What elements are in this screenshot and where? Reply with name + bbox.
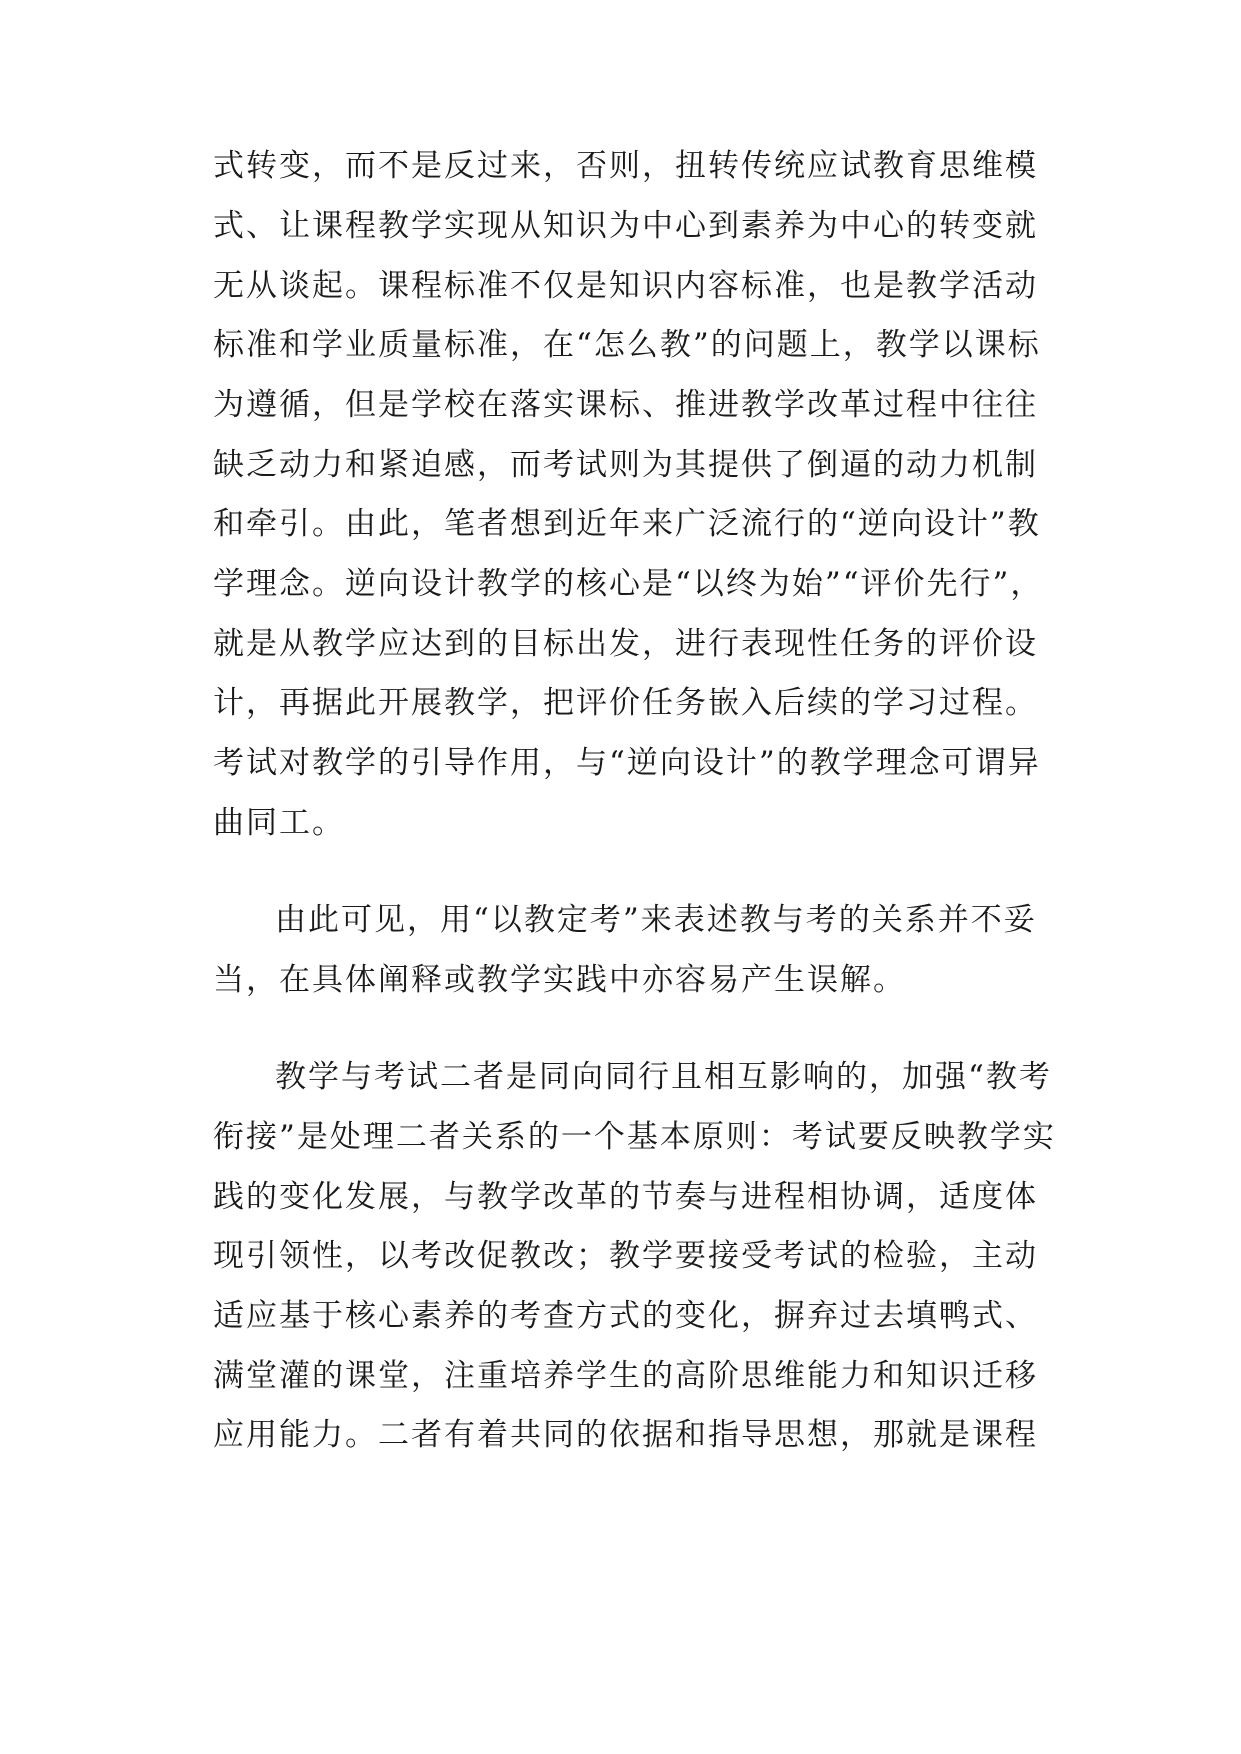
paragraph-3-line-1: 教学与考试二者是同向同行且相互影响的，加强“教考 xyxy=(275,1059,1052,1095)
paragraph-1-line-1: 式转变，而不是反过来，否则，扭转传统应试教育思维模 xyxy=(213,148,1038,184)
paragraph-2-line-1: 由此可见，用“以教定考”来表述教与考的关系并不妥 xyxy=(275,902,1037,938)
paragraph-1-line-9: 就是从教学应达到的目标出发，进行表现性任务的评价设 xyxy=(213,626,1038,662)
paragraph-3-line-3: 践的变化发展，与教学改革的节奏与进程相协调，适度体 xyxy=(213,1179,1038,1215)
paragraph-2-line-2: 当，在具体阐释或教学实践中亦容易产生误解。 xyxy=(213,962,906,998)
paragraph-1-line-7: 和牵引。由此，笔者想到近年来广泛流行的“逆向设计”教 xyxy=(213,506,1041,542)
paragraph-3-line-5: 适应基于核心素养的考查方式的变化，摒弃过去填鸭式、 xyxy=(213,1298,1038,1334)
paragraph-1-line-11: 考试对教学的引导作用，与“逆向设计”的教学理念可谓异 xyxy=(213,745,1041,781)
paragraph-3-line-2: 衔接”是处理二者关系的一个基本原则：考试要反映教学实 xyxy=(213,1119,1056,1155)
paragraph-1-line-4: 标准和学业质量标准，在“怎么教”的问题上，教学以课标 xyxy=(213,327,1041,363)
paragraph-1-line-3: 无从谈起。课程标准不仅是知识内容标准，也是教学活动 xyxy=(213,268,1038,304)
paragraph-1-line-2: 式、让课程教学实现从知识为中心到素养为中心的转变就 xyxy=(213,208,1038,244)
paragraph-3-line-7: 应用能力。二者有着共同的依据和指导思想，那就是课程 xyxy=(213,1417,1038,1453)
paragraph-1-line-5: 为遵循，但是学校在落实课标、推进教学改革过程中往往 xyxy=(213,387,1038,423)
paragraph-3-line-4: 现引领性，以考改促教改；教学要接受考试的检验，主动 xyxy=(213,1238,1038,1274)
paragraph-1-line-10: 计，再据此开展教学，把评价任务嵌入后续的学习过程。 xyxy=(213,685,1038,721)
paragraph-1-line-8: 学理念。逆向设计教学的核心是“以终为始”“评价先行”， xyxy=(213,566,1044,602)
paragraph-1-line-6: 缺乏动力和紧迫感，而考试则为其提供了倒逼的动力机制 xyxy=(213,447,1038,483)
paragraph-1-line-12: 曲同工。 xyxy=(213,805,345,841)
paragraph-3-line-6: 满堂灌的课堂，注重培养学生的高阶思维能力和知识迁移 xyxy=(213,1358,1038,1394)
